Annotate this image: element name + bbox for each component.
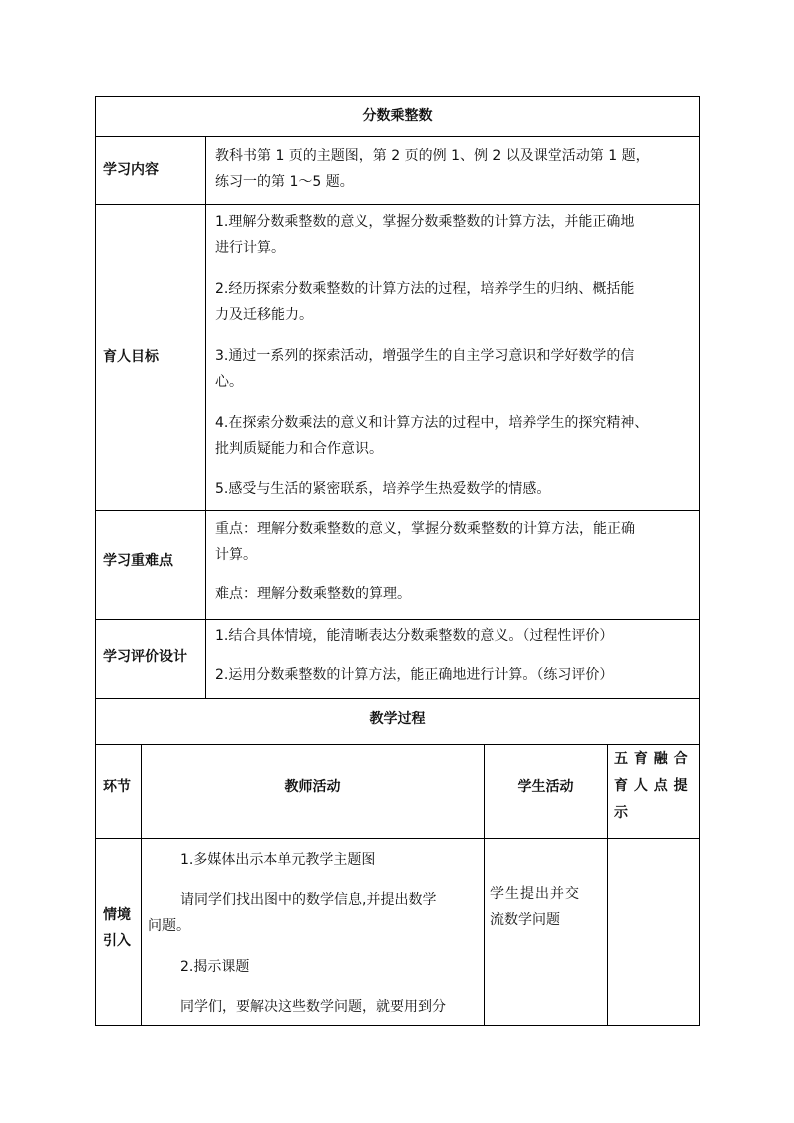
evaluation-item-1: 1.结合具体情境，能清晰表达分数乘整数的意义。（过程性评价） bbox=[215, 628, 614, 644]
stage-label-line-1: 情境 bbox=[103, 907, 131, 923]
row-label-evaluation: 学习评价设计 bbox=[103, 649, 187, 665]
table-border bbox=[95, 204, 700, 205]
goal-2-line-2: 力及迁移能力。 bbox=[215, 307, 313, 323]
header-fuse-line-3: 示 bbox=[614, 805, 628, 821]
table-border bbox=[95, 96, 700, 97]
header-stage: 环节 bbox=[103, 779, 131, 795]
content-line-2: 练习一的第 1～5 题。 bbox=[215, 174, 354, 190]
table-border bbox=[205, 136, 206, 699]
table-border bbox=[699, 96, 700, 1026]
table-border bbox=[95, 838, 700, 839]
document-title: 分数乘整数 bbox=[362, 108, 433, 124]
goal-2-line-1: 2.经历探索分数乘整数的计算方法的过程，培养学生的归纳、概括能 bbox=[215, 281, 635, 297]
student-activity-line-2: 流数学问题 bbox=[490, 912, 560, 928]
row-label-goals: 育人目标 bbox=[103, 349, 159, 365]
table-border bbox=[95, 619, 700, 620]
table-border bbox=[95, 136, 700, 137]
table-border bbox=[95, 698, 700, 699]
table-border bbox=[95, 96, 96, 1026]
table-border bbox=[95, 1025, 700, 1026]
goal-3-line-2: 心。 bbox=[215, 374, 243, 390]
teacher-activity-p1: 1.多媒体出示本单元教学主题图 bbox=[180, 852, 376, 868]
header-teacher: 教师活动 bbox=[284, 779, 341, 795]
header-fuse-line-2: 育 人 点 提 bbox=[614, 778, 689, 794]
process-title: 教学过程 bbox=[369, 711, 426, 727]
content-line-1: 教科书第 1 页的主题图，第 2 页的例 1、例 2 以及课堂活动第 1 题， bbox=[215, 148, 650, 164]
keypoint-line-1: 重点：理解分数乘整数的意义，掌握分数乘整数的计算方法，能正确 bbox=[215, 521, 635, 537]
difficult-point: 难点：理解分数乘整数的算理。 bbox=[215, 586, 411, 602]
teacher-activity-p4: 同学们，要解决这些数学问题，就要用到分 bbox=[180, 999, 446, 1015]
goal-1-line-1: 1.理解分数乘整数的意义，掌握分数乘整数的计算方法，并能正确地 bbox=[215, 214, 635, 230]
table-border bbox=[607, 744, 608, 1026]
table-border bbox=[95, 510, 700, 511]
row-label-content: 学习内容 bbox=[103, 162, 159, 178]
goal-3-line-1: 3.通过一系列的探索活动，增强学生的自主学习意识和学好数学的信 bbox=[215, 348, 635, 364]
table-border bbox=[95, 744, 700, 745]
stage-label-line-2: 引入 bbox=[103, 933, 131, 949]
student-activity-line-1: 学生提出并交 bbox=[490, 886, 580, 902]
goal-4-line-1: 4.在探索分数乘法的意义和计算方法的过程中，培养学生的探究精神、 bbox=[215, 415, 649, 431]
goal-1-line-2: 进行计算。 bbox=[215, 240, 285, 256]
teacher-activity-p3: 2.揭示课题 bbox=[180, 959, 250, 975]
keypoint-line-2: 计算。 bbox=[215, 547, 257, 563]
row-label-keypoints: 学习重难点 bbox=[103, 553, 173, 569]
header-fuse-line-1: 五 育 融 合 bbox=[614, 751, 689, 767]
header-student: 学生活动 bbox=[517, 779, 574, 795]
evaluation-item-2: 2.运用分数乘整数的计算方法，能正确地进行计算。（练习评价） bbox=[215, 667, 614, 683]
teacher-activity-p2-line-1: 请同学们找出图中的数学信息,并提出数学 bbox=[180, 892, 437, 908]
teacher-activity-p2-line-2: 问题。 bbox=[148, 918, 190, 934]
goal-5-line-1: 5.感受与生活的紧密联系，培养学生热爱数学的情感。 bbox=[215, 481, 551, 497]
goal-4-line-2: 批判质疑能力和合作意识。 bbox=[215, 441, 383, 457]
